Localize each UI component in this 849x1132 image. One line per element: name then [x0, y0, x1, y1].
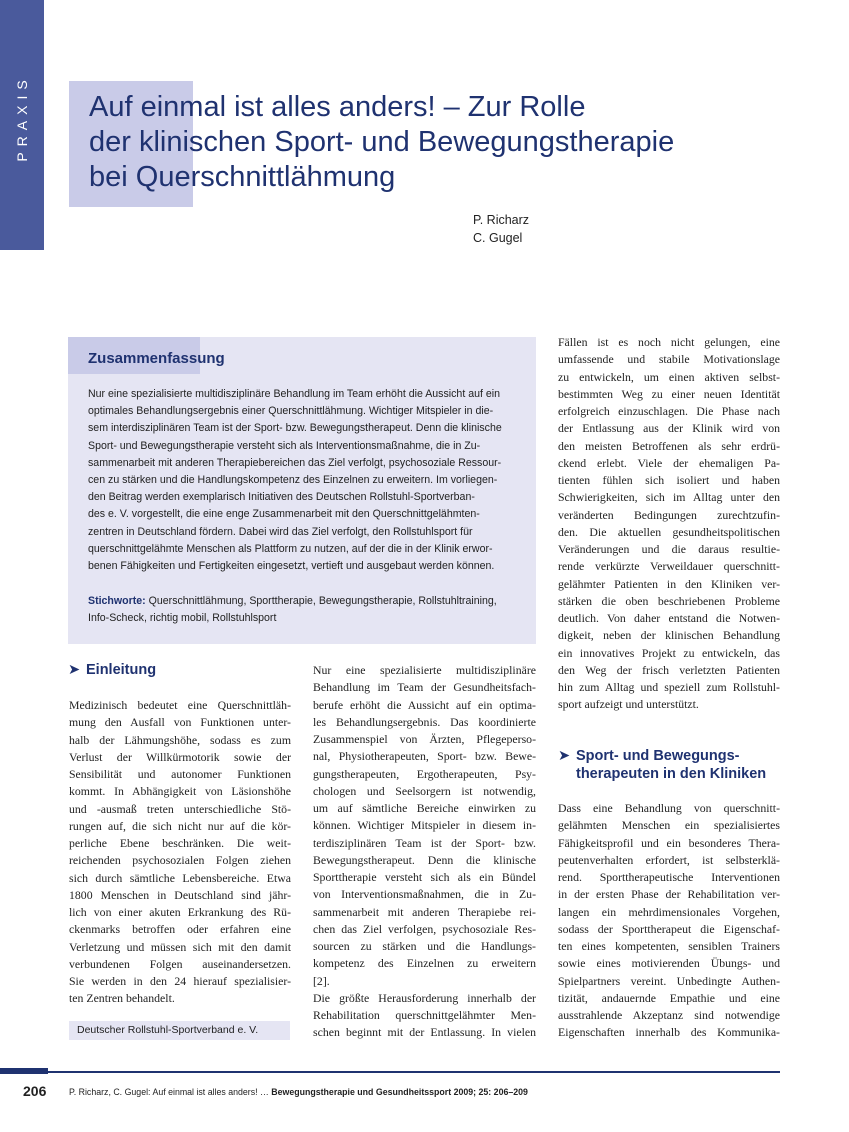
body-line: Sensibilität und autonomer Funktionen: [69, 767, 291, 781]
body-line: Bewegungstherapeut. Denn die klinische: [313, 852, 536, 867]
abstract-line: querschnittgelähmte Menschen als Plattform zu nutzen, auf der die in der Klinik erwor-: [88, 542, 493, 555]
body-line: [2].: [313, 973, 330, 988]
page-number: 206: [23, 1083, 47, 1099]
section-tab-label: PRAXIS: [14, 74, 30, 162]
body-line: lich von einer akuten Erkrankung des Rü-: [69, 905, 291, 919]
body-line: deutlich. Von daher entstand die Notwen-: [558, 611, 780, 625]
body-line: mung den Ausfall von Funktionen unter-: [69, 715, 291, 730]
body-line: Verlust der Willkürmotorik sowie der: [69, 749, 291, 764]
body-line: den Weg der frisch verletzten Patienten: [558, 662, 780, 677]
column-3-section-text: [558, 800, 780, 1042]
title-line-1: Auf einmal ist alles anders! – Zur Rolle: [89, 91, 586, 123]
body-line: Rehabilitation querschnittgelähmter Men-: [313, 1008, 536, 1022]
arrow-icon: ➤: [558, 748, 571, 764]
body-line: ten Zentren behandelt.: [69, 991, 175, 1006]
abstract-title: Zusammenfassung: [88, 350, 225, 367]
body-line: erfolgreich einzuschlagen. Die Phase nach: [558, 404, 780, 418]
abstract-line: Sport- und Bewegungstherapie versteht sich als Interventionsmaßnahme, die in Zu-: [88, 439, 481, 452]
section-heading-text-line-1: Sport- und Bewegungs-: [576, 748, 740, 764]
body-line: sammenarbeit mit anderen Therapiebe rei-: [313, 904, 536, 919]
body-line: in der ersten Phase der Rehabilitation ver-: [558, 887, 780, 902]
running-footer-citation: P. Richarz, C. Gugel: Auf einmal ist alles anders! …: [69, 1087, 269, 1097]
body-line: schen beginnt mit der Entlassung. In vielen: [313, 1025, 536, 1040]
body-line: von Interventionsmaßnahmen, die in Zu-: [313, 887, 536, 902]
body-line: kompetenz des Einzelnen zu erweitern: [313, 956, 536, 971]
footer-rule: [0, 1071, 780, 1073]
body-line: chen das Ziel verfolgen, psychosoziale Res-: [313, 921, 536, 936]
body-line: der Entlassung aus der Klinik wird von: [558, 421, 780, 436]
body-line: Eigenschaften innerhalb des Kommunika-: [558, 1025, 780, 1040]
abstract-line: des e. V. vorgestellt, die eine enge Zusammenarbeit mit den Querschnittgelähmten-: [88, 508, 480, 521]
body-line: gelähmten Menschen ein spezialisiertes: [558, 818, 780, 833]
body-line: sport aufzeigt und unterstützt.: [558, 697, 699, 712]
body-line: kommt. In Abhängigkeit von Läsionshöhe: [69, 784, 291, 799]
keywords-text-2: Info-Scheck, richtig mobil, Rollstuhlsport: [88, 612, 277, 625]
body-line: Fähigkeitsprofil und ein besonderes Thera-: [558, 835, 780, 850]
abstract-box: [68, 337, 536, 644]
body-line: Nur eine spezialisierte multidisziplinäre: [313, 663, 536, 677]
abstract-line: sem interdisziplinären Team ist der Sport- bzw. Bewegungstherapeut. Denn die klinische: [88, 422, 502, 435]
section-heading-sporttherapeuten: [558, 747, 780, 783]
body-line: tizität, andauernde Empathie und eine: [558, 990, 780, 1005]
body-line: können. Wichtiger Mitspieler in diesem in-: [313, 818, 536, 833]
body-line: sowie eines motivierenden Übungs- und: [558, 956, 780, 971]
body-line: chologen und Seelsorgern ist notwendig,: [313, 783, 536, 798]
running-footer-journal: Bewegungstherapie und Gesundheitssport 2009; 25: 206–209: [271, 1087, 528, 1097]
running-footer: [69, 1087, 528, 1097]
keywords-line-1: [88, 593, 520, 610]
author-1: P. Richarz: [473, 213, 530, 227]
body-line: Schwierigkeiten, sich im Alltag unter den: [558, 490, 780, 505]
keywords: [88, 593, 520, 627]
body-line: Dass eine Behandlung von querschnitt-: [558, 801, 780, 815]
abstract-line: benen Fähigkeiten und Fertigkeiten eingesetzt, vertieft und ausgebaut werden können.: [88, 560, 495, 573]
body-line: und -ausmaß treten unterschiedliche Stö-: [69, 801, 291, 816]
body-line: ckend erlebt. Viele der ehemaligen Pa-: [558, 455, 780, 470]
body-line: Sie werden in den 24 hierauf spezialisier-: [69, 974, 291, 988]
section-heading-text: Einleitung: [86, 662, 157, 678]
body-line: sich durch sämtliche Lebensbereiche. Etwa: [69, 870, 291, 885]
body-line: gelähmter Patienten in den Kliniken ver-: [558, 576, 780, 591]
body-line: Veränderungen und die daraus resultie-: [558, 542, 780, 556]
image-caption: [69, 1021, 290, 1040]
body-line: ten eines kompetenten, sensiblen Trainers: [558, 939, 780, 953]
body-line: Verletzung und müssen sich mit den damit: [69, 939, 291, 954]
body-line: den. Die aktuellen gesundheitspolitischen: [558, 524, 780, 539]
body-line: veränderten Bedingungen zurechtzufin-: [558, 507, 780, 522]
body-line: zu entwickeln, um einen aktiven selbst-: [558, 369, 780, 384]
body-line: rende verkürzte Verweildauer querschnitt-: [558, 559, 780, 574]
body-line: tienten fühlen sich isoliert und haben: [558, 473, 780, 487]
section-heading-einleitung: [68, 661, 156, 679]
body-line: Medizinisch bedeutet eine Querschnittläh-: [69, 698, 291, 712]
section-tab: [0, 0, 44, 250]
body-line: halb der Lähmungshöhe, sodass es zum: [69, 732, 291, 747]
body-line: perliche Ebene beschränken. Die weit-: [69, 836, 291, 850]
body-line: reichenden psychosozialen Folgen ziehen: [69, 853, 291, 868]
body-line: les Behandlungsergebnis. Das koordinierte: [313, 714, 536, 729]
body-line: sodass der Sporttherapeut die Eigenschaf-: [558, 921, 780, 936]
keywords-text-1: Querschnittlähmung, Sporttherapie, Bewegungstherapie, Rollstuhltraining,: [148, 595, 497, 607]
title-line-3: bei Querschnittlähmung: [89, 161, 396, 193]
body-line: Sporttherapie versteht sich als ein Bündel: [313, 870, 536, 884]
author-2: C. Gugel: [473, 231, 523, 245]
body-line: stärken die oben beschriebenen Probleme: [558, 593, 780, 608]
body-line: rend. Sporttherapeutische Interventionen: [558, 870, 780, 884]
footer-accent: [0, 1068, 48, 1074]
body-line: peutenverhalten erfordert, ist selbsterklä-: [558, 852, 780, 867]
body-line: umfassende und stabile Motivationslage: [558, 352, 780, 367]
column-1-text: [69, 697, 291, 1008]
abstract-body: [88, 386, 520, 575]
body-line: um auf sämtliche Bereiche einwirken zu: [313, 801, 536, 815]
abstract-line: Nur eine spezialisierte multidisziplinäre Behandlung im Team erhöht die Aussicht auf ein: [88, 388, 501, 400]
title-line-2: der klinischen Sport- und Bewegungstherapie: [89, 126, 675, 158]
abstract-line: den Beitrag werden exemplarisch Initiativen des Deutschen Rollstuhl-Sportverban-: [88, 491, 475, 504]
body-line: berufe erhöht die Aussicht auf ein optima-: [313, 697, 536, 712]
body-line: ckenmarks betroffen oder erfahren eine: [69, 922, 291, 937]
column-2-text: [313, 662, 536, 1042]
body-line: rungen auf, die sich nicht nur auf die kör-: [69, 818, 291, 833]
body-line: digkeit, neben der klinischen Behandlung: [558, 628, 780, 643]
body-line: bestimmten Weg zu einer neuen Identität: [558, 386, 780, 401]
author-list: [473, 211, 529, 247]
body-line: Fällen ist es noch nicht gelungen, eine: [558, 335, 780, 349]
abstract-line: optimales Behandlungsergebnis einer Querschnittlähmung. Wichtiger Mitspieler in die-: [88, 405, 494, 418]
body-line: Die größte Herausforderung innerhalb der: [313, 990, 536, 1005]
body-line: 1800 Menschen in Deutschland sind jähr-: [69, 887, 291, 902]
keywords-label: Stichworte:: [88, 595, 146, 607]
body-line: nal, Physiotherapeuten, Sport- bzw. Bewe-: [313, 749, 536, 764]
body-line: den meisten Betroffenen als sehr erdrü-: [558, 438, 780, 453]
abstract-line: sammenarbeit mit anderen Therapiebereichen das Ziel verfolgt, psychosoziale Ressour-: [88, 456, 502, 469]
body-line: terdisziplinären Team ist der Sport- bzw.: [313, 835, 536, 850]
body-line: Zusammenspiel von Ärzten, Pflegeperso-: [313, 732, 536, 746]
arrow-icon: ➤: [68, 662, 81, 678]
body-line: Spielpartners vereint. Unbedingte Authen-: [558, 973, 780, 988]
body-line: ausstrahlende Akzeptanz sind notwendige: [558, 1008, 780, 1022]
article-title: [89, 90, 789, 195]
section-heading-text-line-2: therapeuten in den Kliniken: [576, 766, 767, 782]
abstract-line: zentren in Deutschland fördern. Dabei wird das Ziel verfolgt, den Rollstuhlsport für: [88, 525, 473, 538]
body-line: sourcen zu stärken und die Handlungs-: [313, 939, 536, 953]
body-line: gungstherapeuten, Ergotherapeuten, Psy-: [313, 766, 536, 781]
abstract-line: cen zu stärken und die Handlungskompetenz des Einzelnen zu erweitern. Im vorliegen-: [88, 474, 498, 487]
body-line: langen ein mehrdimensionales Vorgehen,: [558, 904, 780, 919]
caption-text: Deutscher Rollstuhl-Sportverband e. V.: [77, 1024, 259, 1036]
body-line: verbundenen Folgen auseinandersetzen.: [69, 956, 291, 971]
body-line: hin zum Alltag und speziell zum Rollstuhl-: [558, 680, 780, 694]
body-line: Behandlung im Team der Gesundheitsfach-: [313, 680, 536, 695]
column-3-text: [558, 334, 780, 714]
body-line: ein innovatives Projekt zu entwickeln, das: [558, 645, 780, 660]
